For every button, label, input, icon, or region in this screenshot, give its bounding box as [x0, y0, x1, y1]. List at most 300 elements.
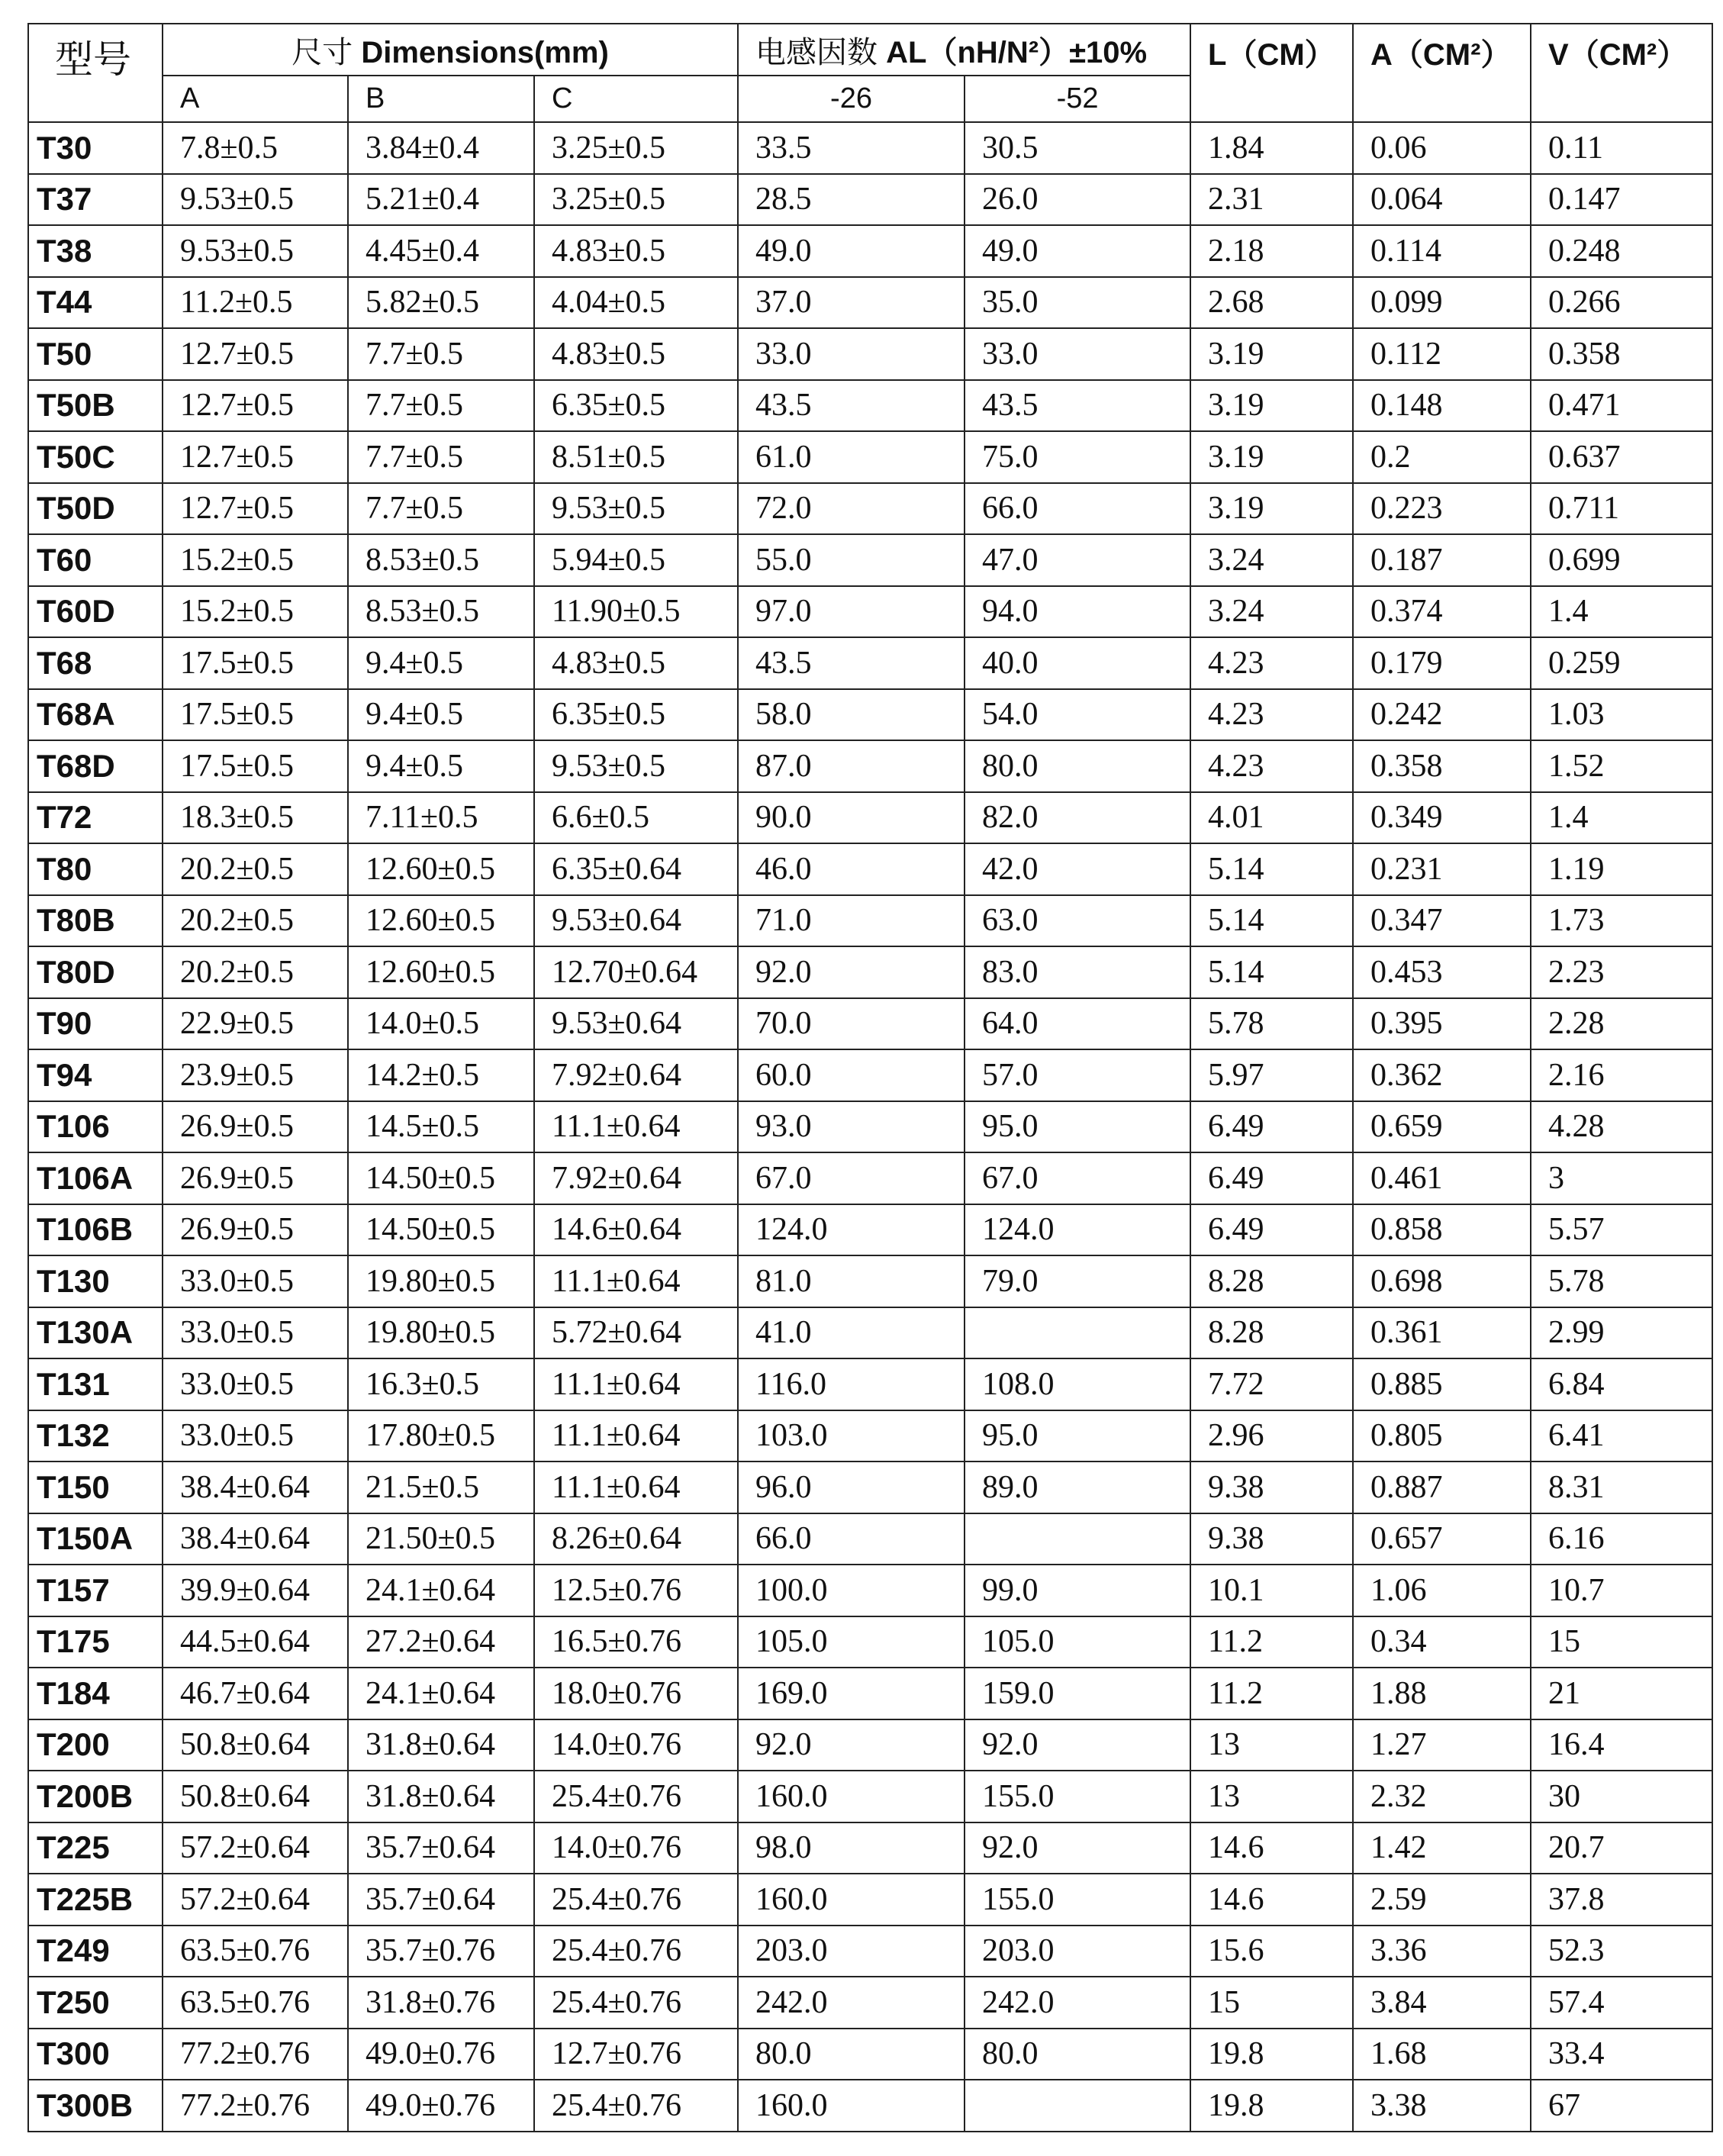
cell-v-cm3: 1.52	[1531, 740, 1712, 792]
cell-a-cm2: 0.358	[1353, 740, 1531, 792]
cell-l-cm: 2.18	[1190, 225, 1353, 277]
cell-al-52	[965, 1307, 1190, 1359]
cell-v-cm3: 5.57	[1531, 1204, 1712, 1256]
cell-dim-a: 77.2±0.76	[163, 2080, 348, 2132]
cell-l-cm: 3.19	[1190, 328, 1353, 380]
cell-model: T250	[28, 1977, 163, 2029]
cell-dim-c: 11.1±0.64	[534, 1255, 738, 1307]
cell-l-cm: 4.23	[1190, 740, 1353, 792]
cell-a-cm2: 0.2	[1353, 431, 1531, 483]
cell-al-26: 160.0	[738, 1771, 965, 1822]
cell-l-cm: 8.28	[1190, 1255, 1353, 1307]
cell-v-cm3: 6.16	[1531, 1513, 1712, 1565]
cell-dim-a: 15.2±0.5	[163, 586, 348, 638]
cell-l-cm: 5.14	[1190, 843, 1353, 895]
cell-al-26: 203.0	[738, 1926, 965, 1977]
cell-v-cm3: 37.8	[1531, 1874, 1712, 1926]
cell-l-cm: 13	[1190, 1771, 1353, 1822]
table-row	[28, 843, 1712, 895]
cell-dim-c: 11.1±0.64	[534, 1101, 738, 1153]
cell-dim-c: 8.51±0.5	[534, 431, 738, 483]
cell-dim-b: 9.4±0.5	[348, 740, 534, 792]
cell-model: T68	[28, 637, 163, 689]
cell-model: T68D	[28, 740, 163, 792]
cell-v-cm3: 0.266	[1531, 277, 1712, 329]
cell-al-52: 42.0	[965, 843, 1190, 895]
cell-model: T225	[28, 1822, 163, 1874]
cell-dim-c: 25.4±0.76	[534, 1771, 738, 1822]
cell-l-cm: 4.01	[1190, 792, 1353, 844]
cell-al-52: 66.0	[965, 483, 1190, 535]
cell-dim-b: 27.2±0.64	[348, 1616, 534, 1668]
cell-dim-b: 14.0±0.5	[348, 998, 534, 1050]
cell-al-26: 160.0	[738, 1874, 965, 1926]
cell-dim-a: 7.8±0.5	[163, 122, 348, 174]
cell-l-cm: 10.1	[1190, 1565, 1353, 1616]
cell-dim-b: 8.53±0.5	[348, 534, 534, 586]
cell-model: T175	[28, 1616, 163, 1668]
header-dimensions-en: Dimensions(mm)	[361, 35, 609, 69]
cell-model: T225B	[28, 1874, 163, 1926]
cell-al-52: 92.0	[965, 1822, 1190, 1874]
cell-dim-c: 9.53±0.64	[534, 895, 738, 947]
cell-a-cm2: 2.32	[1353, 1771, 1531, 1822]
cell-dim-a: 20.2±0.5	[163, 895, 348, 947]
table-row	[28, 1049, 1712, 1101]
cell-a-cm2: 0.099	[1353, 277, 1531, 329]
cell-al-52: 67.0	[965, 1152, 1190, 1204]
cell-dim-b: 17.80±0.5	[348, 1410, 534, 1462]
cell-dim-a: 9.53±0.5	[163, 225, 348, 277]
table-row	[28, 483, 1712, 535]
cell-dim-a: 38.4±0.64	[163, 1513, 348, 1565]
cell-dim-a: 50.8±0.64	[163, 1771, 348, 1822]
table-row	[28, 1462, 1712, 1513]
cell-a-cm2: 0.112	[1353, 328, 1531, 380]
cell-v-cm3: 30	[1531, 1771, 1712, 1822]
cell-a-cm2: 0.453	[1353, 946, 1531, 998]
cell-l-cm: 14.6	[1190, 1822, 1353, 1874]
cell-al-52: 80.0	[965, 740, 1190, 792]
cell-al-26: 28.5	[738, 174, 965, 226]
cell-model: T60	[28, 534, 163, 586]
cell-dim-b: 5.21±0.4	[348, 174, 534, 226]
cell-dim-c: 6.35±0.5	[534, 689, 738, 741]
cell-al-52: 64.0	[965, 998, 1190, 1050]
cell-al-26: 92.0	[738, 946, 965, 998]
cell-a-cm2: 0.362	[1353, 1049, 1531, 1101]
cell-dim-c: 25.4±0.76	[534, 1977, 738, 2029]
cell-dim-c: 4.83±0.5	[534, 328, 738, 380]
cell-model: T106	[28, 1101, 163, 1153]
cell-al-52	[965, 2080, 1190, 2132]
cell-dim-b: 12.60±0.5	[348, 895, 534, 947]
header-v: V（CM²）	[1531, 24, 1712, 122]
cell-al-26: 124.0	[738, 1204, 965, 1256]
table-row	[28, 1822, 1712, 1874]
cell-al-26: 80.0	[738, 2029, 965, 2080]
cell-dim-c: 4.83±0.5	[534, 225, 738, 277]
cell-a-cm2: 2.59	[1353, 1874, 1531, 1926]
cell-model: T157	[28, 1565, 163, 1616]
cell-dim-b: 7.7±0.5	[348, 328, 534, 380]
cell-model: T130A	[28, 1307, 163, 1359]
header-sub-a: A	[163, 76, 348, 122]
cell-model: T106A	[28, 1152, 163, 1204]
cell-al-26: 98.0	[738, 1822, 965, 1874]
table-row	[28, 740, 1712, 792]
cell-a-cm2: 0.461	[1353, 1152, 1531, 1204]
cell-dim-a: 9.53±0.5	[163, 174, 348, 226]
cell-model: T50B	[28, 380, 163, 432]
cell-dim-a: 12.7±0.5	[163, 431, 348, 483]
table-row	[28, 1719, 1712, 1771]
cell-al-52: 95.0	[965, 1101, 1190, 1153]
cell-dim-c: 4.04±0.5	[534, 277, 738, 329]
cell-dim-a: 57.2±0.64	[163, 1822, 348, 1874]
cell-al-26: 43.5	[738, 637, 965, 689]
cell-dim-a: 57.2±0.64	[163, 1874, 348, 1926]
cell-dim-a: 15.2±0.5	[163, 534, 348, 586]
cell-al-52: 63.0	[965, 895, 1190, 947]
cell-al-52: 95.0	[965, 1410, 1190, 1462]
cell-dim-b: 16.3±0.5	[348, 1358, 534, 1410]
table-row	[28, 1513, 1712, 1565]
cell-l-cm: 9.38	[1190, 1462, 1353, 1513]
cell-dim-b: 5.82±0.5	[348, 277, 534, 329]
cell-model: T90	[28, 998, 163, 1050]
cell-model: T249	[28, 1926, 163, 1977]
cell-model: T150	[28, 1462, 163, 1513]
cell-a-cm2: 0.887	[1353, 1462, 1531, 1513]
cell-al-52: 159.0	[965, 1668, 1190, 1719]
cell-a-cm2: 1.42	[1353, 1822, 1531, 1874]
cell-al-52: 99.0	[965, 1565, 1190, 1616]
cell-l-cm: 6.49	[1190, 1204, 1353, 1256]
cell-dim-c: 3.25±0.5	[534, 174, 738, 226]
table-row	[28, 1977, 1712, 2029]
table-row	[28, 689, 1712, 741]
cell-a-cm2: 3.84	[1353, 1977, 1531, 2029]
table-row	[28, 328, 1712, 380]
cell-v-cm3: 6.84	[1531, 1358, 1712, 1410]
cell-al-26: 46.0	[738, 843, 965, 895]
cell-v-cm3: 3	[1531, 1152, 1712, 1204]
cell-a-cm2: 0.347	[1353, 895, 1531, 947]
cell-model: T184	[28, 1668, 163, 1719]
cell-al-26: 67.0	[738, 1152, 965, 1204]
header-a: A（CM²）	[1353, 24, 1531, 122]
header-grade-26: -26	[738, 76, 965, 122]
table-row	[28, 1204, 1712, 1256]
cell-l-cm: 11.2	[1190, 1668, 1353, 1719]
table-row	[28, 1616, 1712, 1668]
cell-l-cm: 3.24	[1190, 586, 1353, 638]
cell-al-52: 108.0	[965, 1358, 1190, 1410]
cell-l-cm: 5.14	[1190, 946, 1353, 998]
cell-a-cm2: 0.06	[1353, 122, 1531, 174]
cell-al-52: 54.0	[965, 689, 1190, 741]
cell-l-cm: 7.72	[1190, 1358, 1353, 1410]
cell-l-cm: 4.23	[1190, 637, 1353, 689]
cell-a-cm2: 0.395	[1353, 998, 1531, 1050]
cell-dim-b: 7.7±0.5	[348, 380, 534, 432]
cell-dim-a: 63.5±0.76	[163, 1977, 348, 2029]
table-row	[28, 1358, 1712, 1410]
cell-dim-a: 33.0±0.5	[163, 1410, 348, 1462]
header-model: 型号	[28, 24, 163, 122]
cell-dim-b: 21.5±0.5	[348, 1462, 534, 1513]
cell-dim-a: 33.0±0.5	[163, 1358, 348, 1410]
cell-dim-b: 31.8±0.64	[348, 1719, 534, 1771]
cell-v-cm3: 6.41	[1531, 1410, 1712, 1462]
cell-dim-b: 21.50±0.5	[348, 1513, 534, 1565]
cell-v-cm3: 0.637	[1531, 431, 1712, 483]
cell-dim-b: 7.7±0.5	[348, 483, 534, 535]
cell-dim-a: 17.5±0.5	[163, 740, 348, 792]
cell-dim-a: 12.7±0.5	[163, 380, 348, 432]
header-al	[738, 24, 1190, 76]
cell-dim-b: 24.1±0.64	[348, 1565, 534, 1616]
cell-dim-b: 35.7±0.64	[348, 1874, 534, 1926]
cell-model: T38	[28, 225, 163, 277]
cell-dim-b: 9.4±0.5	[348, 689, 534, 741]
cell-v-cm3: 52.3	[1531, 1926, 1712, 1977]
cell-v-cm3: 57.4	[1531, 1977, 1712, 2029]
cell-dim-c: 25.4±0.76	[534, 1874, 738, 1926]
cell-a-cm2: 0.231	[1353, 843, 1531, 895]
cell-model: T30	[28, 122, 163, 174]
cell-al-52: 155.0	[965, 1771, 1190, 1822]
cell-a-cm2: 0.148	[1353, 380, 1531, 432]
cell-model: T94	[28, 1049, 163, 1101]
cell-dim-a: 26.9±0.5	[163, 1204, 348, 1256]
cell-v-cm3: 21	[1531, 1668, 1712, 1719]
cell-model: T44	[28, 277, 163, 329]
table-row	[28, 2080, 1712, 2132]
cell-v-cm3: 0.11	[1531, 122, 1712, 174]
cell-l-cm: 5.14	[1190, 895, 1353, 947]
cell-v-cm3: 0.259	[1531, 637, 1712, 689]
cell-dim-c: 9.53±0.5	[534, 483, 738, 535]
cell-dim-a: 12.7±0.5	[163, 483, 348, 535]
cell-a-cm2: 0.361	[1353, 1307, 1531, 1359]
cell-al-26: 41.0	[738, 1307, 965, 1359]
cell-v-cm3: 2.16	[1531, 1049, 1712, 1101]
cell-v-cm3: 1.19	[1531, 843, 1712, 895]
cell-al-52: 83.0	[965, 946, 1190, 998]
cell-dim-c: 16.5±0.76	[534, 1616, 738, 1668]
cell-dim-a: 26.9±0.5	[163, 1101, 348, 1153]
table-row	[28, 277, 1712, 329]
cell-dim-c: 9.53±0.64	[534, 998, 738, 1050]
table-row	[28, 1565, 1712, 1616]
table-row	[28, 225, 1712, 277]
cell-a-cm2: 1.06	[1353, 1565, 1531, 1616]
cell-l-cm: 6.49	[1190, 1152, 1353, 1204]
cell-dim-b: 7.11±0.5	[348, 792, 534, 844]
cell-dim-a: 44.5±0.64	[163, 1616, 348, 1668]
cell-dim-a: 77.2±0.76	[163, 2029, 348, 2080]
cell-dim-b: 24.1±0.64	[348, 1668, 534, 1719]
cell-al-52: 124.0	[965, 1204, 1190, 1256]
cell-al-52: 40.0	[965, 637, 1190, 689]
cell-al-26: 58.0	[738, 689, 965, 741]
cell-dim-c: 25.4±0.76	[534, 2080, 738, 2132]
cell-l-cm: 14.6	[1190, 1874, 1353, 1926]
cell-a-cm2: 0.805	[1353, 1410, 1531, 1462]
table-row	[28, 431, 1712, 483]
cell-dim-b: 31.8±0.64	[348, 1771, 534, 1822]
cell-a-cm2: 0.34	[1353, 1616, 1531, 1668]
cell-dim-c: 7.92±0.64	[534, 1152, 738, 1204]
cell-dim-b: 12.60±0.5	[348, 843, 534, 895]
cell-v-cm3: 2.99	[1531, 1307, 1712, 1359]
cell-al-26: 105.0	[738, 1616, 965, 1668]
cell-a-cm2: 0.242	[1353, 689, 1531, 741]
cell-v-cm3: 1.03	[1531, 689, 1712, 741]
cell-a-cm2: 0.064	[1353, 174, 1531, 226]
cell-dim-a: 26.9±0.5	[163, 1152, 348, 1204]
cell-al-26: 33.0	[738, 328, 965, 380]
cell-dim-b: 9.4±0.5	[348, 637, 534, 689]
cell-l-cm: 6.49	[1190, 1101, 1353, 1153]
cell-v-cm3: 1.4	[1531, 586, 1712, 638]
header-al-en: AL（nH/N²）±10%	[886, 35, 1148, 69]
cell-model: T132	[28, 1410, 163, 1462]
table-row	[28, 1101, 1712, 1153]
cell-a-cm2: 0.659	[1353, 1101, 1531, 1153]
cell-v-cm3: 2.23	[1531, 946, 1712, 998]
table-row	[28, 174, 1712, 226]
cell-dim-c: 25.4±0.76	[534, 1926, 738, 1977]
header-dimensions	[163, 24, 738, 76]
table-row	[28, 122, 1712, 174]
cell-model: T60D	[28, 586, 163, 638]
cell-al-26: 72.0	[738, 483, 965, 535]
table-row	[28, 534, 1712, 586]
cell-v-cm3: 16.4	[1531, 1719, 1712, 1771]
cell-l-cm: 13	[1190, 1719, 1353, 1771]
table-row	[28, 792, 1712, 844]
cell-a-cm2: 0.698	[1353, 1255, 1531, 1307]
cell-model: T80B	[28, 895, 163, 947]
cell-dim-c: 6.35±0.5	[534, 380, 738, 432]
cell-al-26: 103.0	[738, 1410, 965, 1462]
cell-dim-b: 14.50±0.5	[348, 1152, 534, 1204]
cell-a-cm2: 0.187	[1353, 534, 1531, 586]
header-l: L（CM）	[1190, 24, 1353, 122]
cell-model: T80D	[28, 946, 163, 998]
cell-dim-c: 14.0±0.76	[534, 1719, 738, 1771]
cell-dim-c: 5.72±0.64	[534, 1307, 738, 1359]
cell-dim-a: 18.3±0.5	[163, 792, 348, 844]
cell-v-cm3: 0.711	[1531, 483, 1712, 535]
cell-v-cm3: 0.471	[1531, 380, 1712, 432]
cell-dim-a: 38.4±0.64	[163, 1462, 348, 1513]
cell-dim-b: 35.7±0.64	[348, 1822, 534, 1874]
header-row-1	[28, 24, 1712, 76]
cell-dim-c: 9.53±0.5	[534, 740, 738, 792]
cell-model: T300B	[28, 2080, 163, 2132]
cell-al-26: 66.0	[738, 1513, 965, 1565]
header-sub-b: B	[348, 76, 534, 122]
cell-model: T300	[28, 2029, 163, 2080]
table-row	[28, 1410, 1712, 1462]
cell-dim-c: 6.6±0.5	[534, 792, 738, 844]
cell-model: T200	[28, 1719, 163, 1771]
cell-dim-c: 4.83±0.5	[534, 637, 738, 689]
cell-al-52	[965, 1513, 1190, 1565]
cell-a-cm2: 0.858	[1353, 1204, 1531, 1256]
cell-v-cm3: 1.4	[1531, 792, 1712, 844]
table-row	[28, 2029, 1712, 2080]
cell-al-26: 92.0	[738, 1719, 965, 1771]
cell-al-26: 37.0	[738, 277, 965, 329]
cell-dim-c: 11.1±0.64	[534, 1410, 738, 1462]
cell-l-cm: 5.78	[1190, 998, 1353, 1050]
cell-l-cm: 3.19	[1190, 380, 1353, 432]
cell-dim-b: 35.7±0.76	[348, 1926, 534, 1977]
cell-al-52: 105.0	[965, 1616, 1190, 1668]
cell-dim-b: 4.45±0.4	[348, 225, 534, 277]
cell-l-cm: 8.28	[1190, 1307, 1353, 1359]
table-row	[28, 946, 1712, 998]
cell-l-cm: 4.23	[1190, 689, 1353, 741]
cell-v-cm3: 4.28	[1531, 1101, 1712, 1153]
cell-v-cm3: 33.4	[1531, 2029, 1712, 2080]
cell-model: T50	[28, 328, 163, 380]
cell-v-cm3: 20.7	[1531, 1822, 1712, 1874]
cell-dim-b: 3.84±0.4	[348, 122, 534, 174]
cell-dim-b: 14.5±0.5	[348, 1101, 534, 1153]
cell-v-cm3: 2.28	[1531, 998, 1712, 1050]
cell-model: T37	[28, 174, 163, 226]
header-dimensions-cn: 尺寸	[291, 35, 353, 69]
cell-dim-c: 5.94±0.5	[534, 534, 738, 586]
cell-model: T50D	[28, 483, 163, 535]
cell-l-cm: 19.8	[1190, 2080, 1353, 2132]
cell-v-cm3: 5.78	[1531, 1255, 1712, 1307]
cell-al-52: 242.0	[965, 1977, 1190, 2029]
cell-al-26: 71.0	[738, 895, 965, 947]
cell-al-26: 33.5	[738, 122, 965, 174]
cell-dim-a: 33.0±0.5	[163, 1307, 348, 1359]
cell-al-26: 70.0	[738, 998, 965, 1050]
cell-a-cm2: 3.38	[1353, 2080, 1531, 2132]
cell-al-26: 96.0	[738, 1462, 965, 1513]
cell-dim-c: 12.7±0.76	[534, 2029, 738, 2080]
cell-dim-a: 23.9±0.5	[163, 1049, 348, 1101]
table-row	[28, 1771, 1712, 1822]
cell-dim-a: 17.5±0.5	[163, 637, 348, 689]
cell-dim-a: 20.2±0.5	[163, 843, 348, 895]
cell-dim-c: 18.0±0.76	[534, 1668, 738, 1719]
toroid-core-spec-table	[27, 23, 1713, 2132]
cell-model: T68A	[28, 689, 163, 741]
table-row	[28, 1668, 1712, 1719]
cell-a-cm2: 0.374	[1353, 586, 1531, 638]
cell-l-cm: 3.24	[1190, 534, 1353, 586]
cell-al-52: 57.0	[965, 1049, 1190, 1101]
cell-dim-b: 7.7±0.5	[348, 431, 534, 483]
cell-v-cm3: 0.358	[1531, 328, 1712, 380]
cell-model: T131	[28, 1358, 163, 1410]
cell-a-cm2: 0.179	[1353, 637, 1531, 689]
cell-dim-c: 3.25±0.5	[534, 122, 738, 174]
cell-al-26: 49.0	[738, 225, 965, 277]
cell-al-26: 81.0	[738, 1255, 965, 1307]
